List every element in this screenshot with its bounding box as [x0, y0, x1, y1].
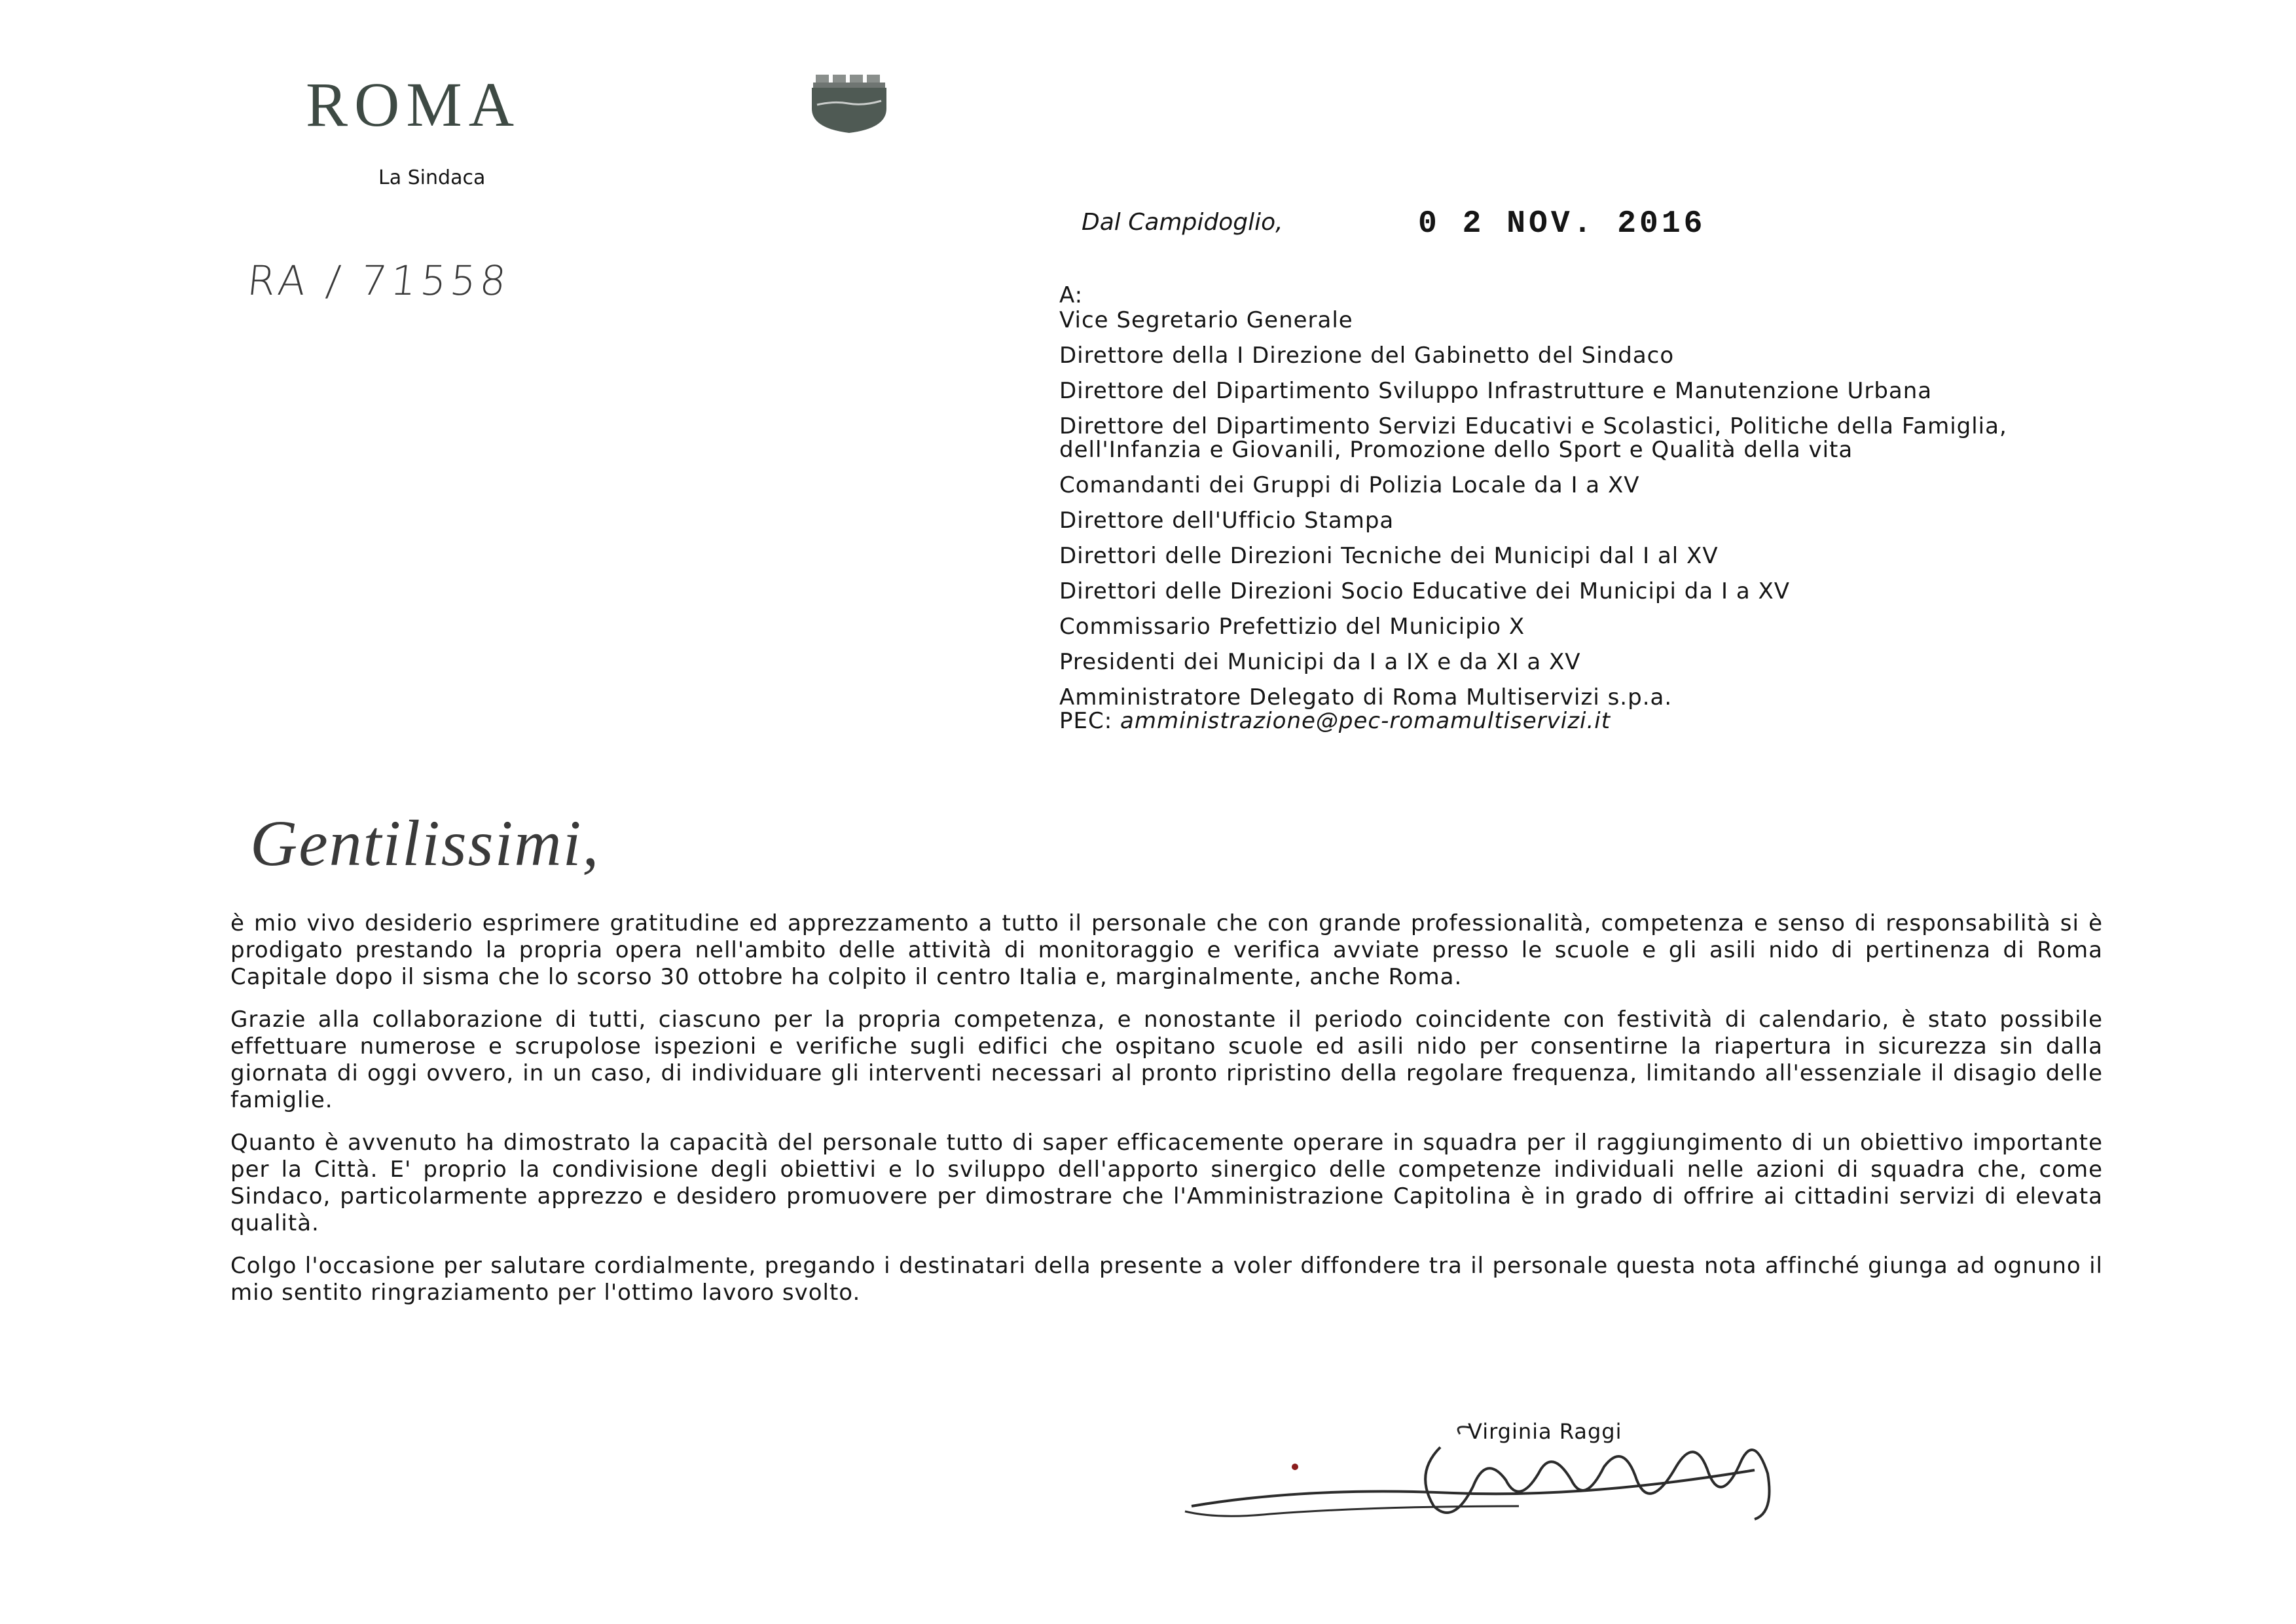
body-paragraph: Quanto è avvenuto ha dimostrato la capacità del personale tutto di saper efficacemente operare in squadra per il raggiungimento di un obiettivo importante per la Città. E' proprio la condivisione degli obiettivi e lo sviluppo dell'apporto sinergico delle competenze individuali nelle azioni di squadra che, come Sindaco, particolarmente apprezzo e desidero promuovere per dimostrare che l'Amministrazione Capitolina è in grado di offrire ai cittadini servizi di elevata qualità. — [230, 1130, 2103, 1236]
office-title: La Sindaca — [378, 166, 486, 189]
dateline-place: Dal Campidoglio, — [1082, 209, 1283, 236]
letter-body — [230, 910, 2103, 1322]
pec-address: amministrazione@pec-romamultiservizi.it — [1120, 708, 1611, 734]
recipient-item: Direttori delle Direzioni Socio Educative dei Municipi da I a XV — [1059, 578, 1791, 604]
recipient-item: Commissario Prefettizio del Municipio X — [1059, 614, 1525, 640]
greeting: Gentilissimi, — [250, 807, 600, 879]
body-paragraph: Grazie alla collaborazione di tutti, ciascuno per la propria competenza, e nonostante il periodo coincidente con festività di calendario, è stato possibile effettuare numerose e scrupolose ispezioni e verifiche sugli edifici che ospitano scuole ed asili nido per consentirne la riapertura in sicurezza sin dalla giornata di oggi ovvero, in un caso, di individuare gli interventi necessari al pronto ripristino della regolare frequenza, limitando all'essenziale il disagio delle famiglie. — [230, 1006, 2103, 1113]
recipients-block — [1059, 284, 2094, 733]
recipient-item: Direttori delle Direzioni Tecniche dei Municipi dal I al XV — [1059, 543, 1719, 569]
pec-line — [1059, 709, 2094, 733]
recipient-item: Vice Segretario Generale — [1059, 307, 1353, 333]
recipient-item: Amministratore Delegato di Roma Multiservizi s.p.a. — [1059, 684, 1673, 710]
recipient-item: Direttore del Dipartimento Sviluppo Infrastrutture e Manutenzione Urbana — [1059, 378, 1933, 404]
recipient-item: Direttore della I Direzione del Gabinetto del Sindaco — [1059, 342, 1675, 369]
recipient-item: Direttore del Dipartimento Servizi Educativi e Scolastici, Politiche della Famiglia, dell'Infanzia e Giovanili, Promozione dello Sport e Qualità della vita — [1059, 413, 2007, 463]
pec-label: PEC: — [1059, 708, 1113, 734]
recipient-item: Direttore dell'Ufficio Stampa — [1059, 507, 1394, 534]
recipient-item: Presidenti dei Municipi da I a IX e da XI a XV — [1059, 649, 1581, 675]
body-paragraph: è mio vivo desiderio esprimere gratitudine ed apprezzamento a tutto il personale che con grande professionalità, competenza e senso di responsabilità si è prodigato prestando la propria opera nell'ambito delle attività di monitoraggio e verifica avviate presso le scuole e gli asili nido di pertinenza di Roma Capitale dopo il sisma che lo scorso 30 ottobre ha colpito il centro Italia e, marginalmente, anche Roma. — [230, 910, 2103, 990]
signer-name: Virginia Raggi — [1468, 1419, 1622, 1444]
date-stamp: 0 2 NOV. 2016 — [1418, 206, 1706, 242]
protocol-number: RA / 71558 — [245, 257, 513, 304]
logo-text: ROMA — [306, 69, 521, 139]
body-paragraph: Colgo l'occasione per salutare cordialmente, pregando i destinatari della presente a voler diffondere tra il personale questa nota affinché giunga ad ognuno il mio sentito ringraziamento per l'ottimo lavoro svolto. — [230, 1253, 2103, 1306]
recipient-item: Comandanti dei Gruppi di Polizia Locale da I a XV — [1059, 472, 1640, 498]
recipients-label: A: — [1059, 282, 1084, 308]
rome-crest-icon — [797, 68, 901, 134]
